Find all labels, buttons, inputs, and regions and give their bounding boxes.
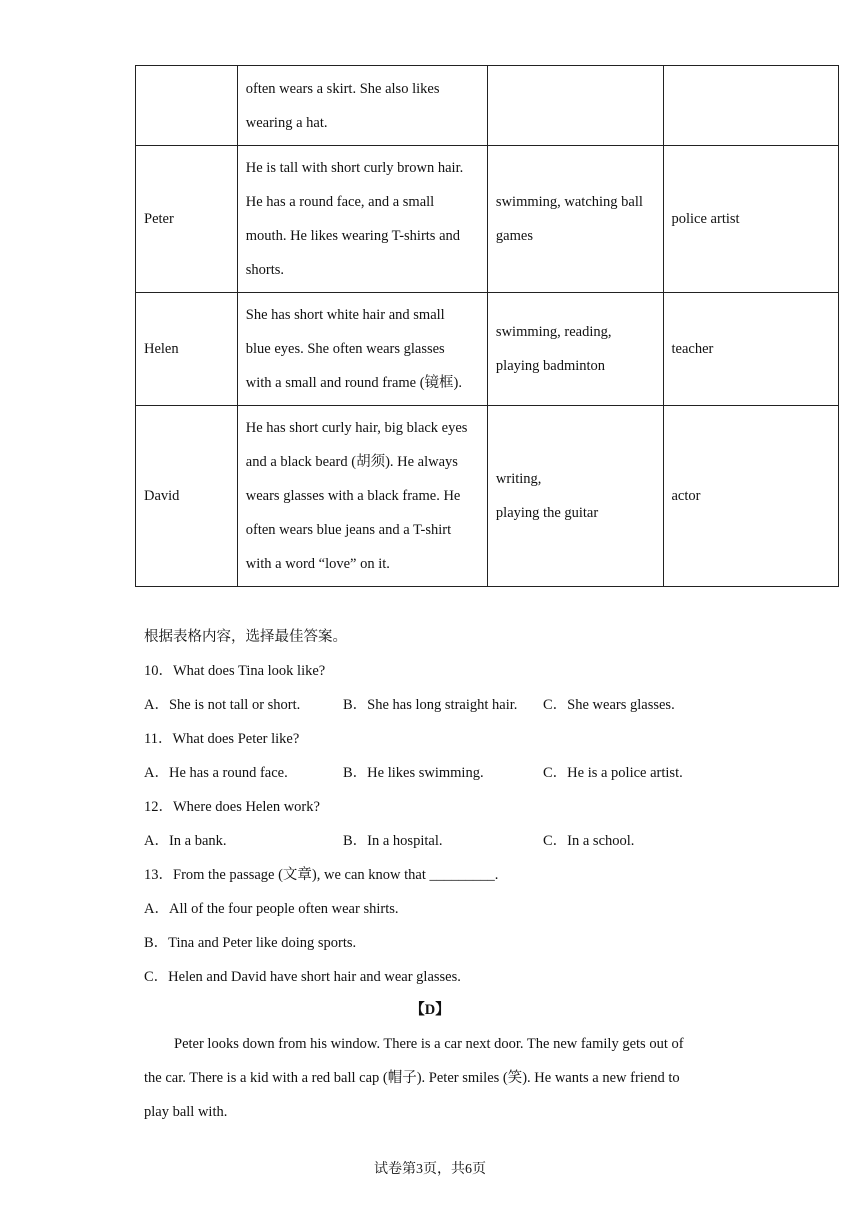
option-b: B．She has long straight hair. xyxy=(343,697,518,713)
name-cell xyxy=(136,66,238,146)
name-cell: Peter xyxy=(136,146,238,293)
question-text: 11．What does Peter like? xyxy=(144,731,300,747)
option-c: C．Helen and David have short hair and wear glasses. xyxy=(144,969,461,985)
look-cell: He has short curly hair, big black eyes and a black beard (胡须). He always wears glasses with a black frame. He often wears blue jeans and a T-shirt with a word “love” on it. xyxy=(237,406,487,587)
name-cell: David xyxy=(136,406,238,587)
info-table xyxy=(135,65,839,587)
job-cell: teacher xyxy=(663,293,839,406)
option-c: C．In a school. xyxy=(543,833,635,849)
option-b: B．In a hospital. xyxy=(343,833,443,849)
hobby-cell: swimming, reading, playing badminton xyxy=(487,293,663,406)
option-a: A．In a bank. xyxy=(144,833,227,849)
option-c: C．She wears glasses. xyxy=(543,697,675,713)
section-title: 【D】 xyxy=(410,1002,450,1018)
job-cell: police artist xyxy=(663,146,839,293)
option-a: A．All of the four people often wear shirts. xyxy=(144,901,399,917)
option-a: A．He has a round face. xyxy=(144,765,288,781)
option-b: B．He likes swimming. xyxy=(343,765,484,781)
look-cell: often wears a skirt. She also likes wearing a hat. xyxy=(237,66,487,146)
hobby-cell: swimming, watching ball games xyxy=(487,146,663,293)
question-text: 10．What does Tina look like? xyxy=(144,663,326,679)
name-cell: Helen xyxy=(136,293,238,406)
passage-line: Peter looks down from his window. There is a car next door. The new family gets out of xyxy=(174,1036,684,1052)
option-c: C．He is a police artist. xyxy=(543,765,683,781)
option-a: A．She is not tall or short. xyxy=(144,697,301,713)
job-cell: actor xyxy=(663,406,839,587)
page-footer: 试卷第3页，共6页 xyxy=(374,1162,486,1177)
passage-line: the car. There is a kid with a red ball cap (帽子). Peter smiles (笑). He wants a new friend to xyxy=(144,1070,680,1086)
table-row xyxy=(136,66,839,146)
hobby-cell: writing, playing the guitar xyxy=(487,406,663,587)
look-cell: She has short white hair and small blue eyes. She often wears glasses with a small and round frame (镜框). xyxy=(237,293,487,406)
option-b: B．Tina and Peter like doing sports. xyxy=(144,935,357,951)
question-text: 12．Where does Helen work? xyxy=(144,799,320,815)
hobby-cell xyxy=(487,66,663,146)
table-row xyxy=(136,293,839,406)
question-text: 13．From the passage (文章), we can know that _________. xyxy=(144,867,499,883)
job-cell xyxy=(663,66,839,146)
passage-line: play ball with. xyxy=(144,1104,228,1120)
table-row xyxy=(136,406,839,587)
look-cell: He is tall with short curly brown hair. He has a round face, and a small mouth. He likes wearing T-shirts and shorts. xyxy=(237,146,487,293)
instruction-text: 根据表格内容，选择最佳答案。 xyxy=(144,629,347,645)
table-row xyxy=(136,146,839,293)
